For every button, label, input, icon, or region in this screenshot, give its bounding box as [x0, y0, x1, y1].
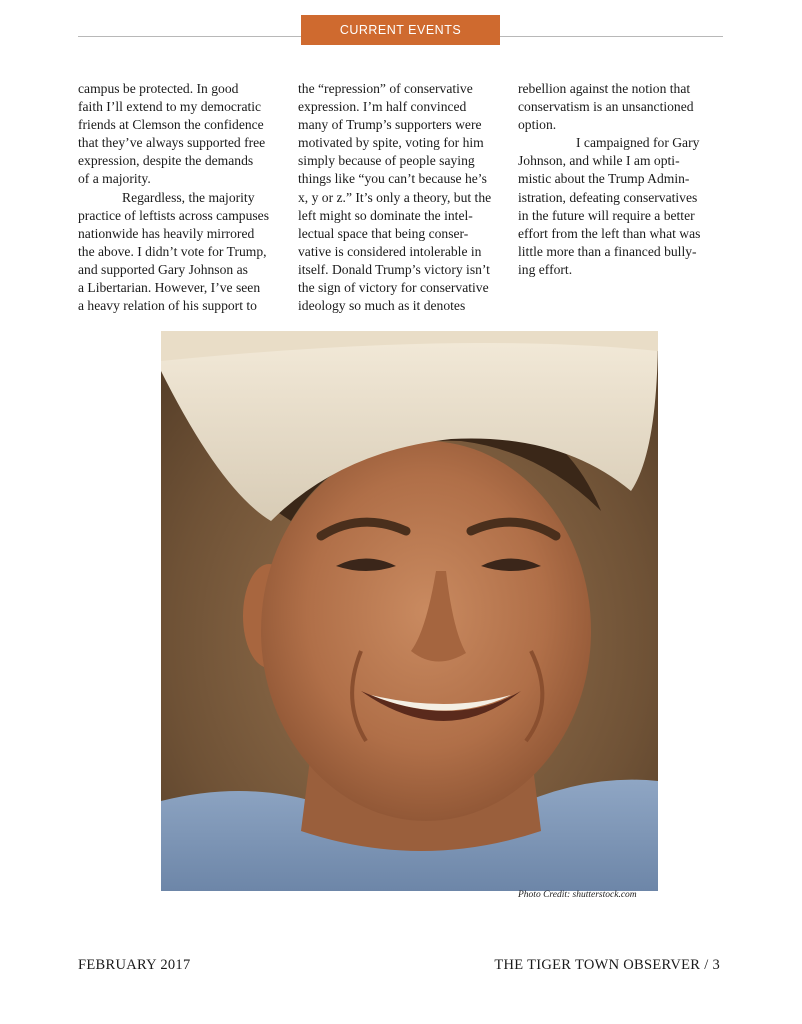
article-line: ideology so much as it denotes [298, 298, 466, 314]
article-line: simply because of people saying [298, 153, 475, 169]
article-line: itself. Donald Trump’s victory isn’t [298, 261, 490, 277]
article-line: conservatism is an unsanctioned [518, 99, 694, 115]
article-line: expression, despite the demands [78, 153, 254, 169]
article-line: effort from the left than what was [518, 225, 701, 241]
article-line: things like “you can’t because he’s [298, 171, 487, 187]
section-label: CURRENT EVENTS [301, 15, 500, 45]
issue-date: FEBRUARY 2017 [78, 957, 191, 973]
article-line: lectual space that being conser- [298, 225, 469, 241]
article-line: the sign of victory for conservative [298, 280, 489, 296]
article-body [78, 80, 723, 320]
article-line: of a majority. [78, 171, 151, 187]
article-column-1 [78, 80, 286, 315]
article-line: expression. I’m half convinced [298, 99, 467, 115]
publication-page: THE TIGER TOWN OBSERVER / 3 [494, 957, 720, 973]
article-line: the “repression” of conservative [298, 81, 473, 96]
article-line: little more than a financed bully- [518, 243, 697, 259]
photo-credit: Photo Credit: shutterstock.com [518, 890, 637, 900]
article-photo [161, 331, 658, 891]
article-line: rebellion against the notion that [518, 81, 691, 96]
article-line: friends at Clemson the confidence [78, 117, 264, 133]
article-line: mistic about the Trump Admin- [518, 171, 690, 187]
article-line: left might so dominate the intel- [298, 207, 473, 223]
article-line: nationwide has heavily mirrored [78, 225, 255, 241]
article-line: campus be protected. In good [78, 81, 239, 96]
article-line: vative is considered intolerable in [298, 243, 482, 259]
article-line: in the future will require a better [518, 207, 695, 223]
article-line: faith I’ll extend to my democratic [78, 99, 262, 115]
article-line: many of Trump’s supporters were [298, 117, 482, 133]
article-column-3 [518, 80, 726, 279]
article-line: ing effort. [518, 261, 573, 277]
article-line: that they’ve always supported free [78, 135, 266, 151]
article-line: a Libertarian. However, I’ve seen [78, 280, 261, 296]
article-line: practice of leftists across campuses [78, 207, 269, 223]
article-line: a heavy relation of his support to [78, 298, 257, 314]
article-line: istration, defeating conservatives [518, 189, 698, 205]
article-line: and supported Gary Johnson as [78, 261, 248, 277]
article-line: option. [518, 117, 557, 133]
article-line: I campaigned for Gary [576, 135, 700, 151]
article-line: x, y or z.” It’s only a theory, but the [298, 189, 492, 205]
article-line: the above. I didn’t vote for Trump, [78, 243, 267, 259]
article-line: motivated by spite, voting for him [298, 135, 484, 151]
article-line: Regardless, the majority [122, 189, 255, 205]
article-line: Johnson, and while I am opti- [518, 153, 680, 169]
article-column-2 [298, 80, 506, 315]
